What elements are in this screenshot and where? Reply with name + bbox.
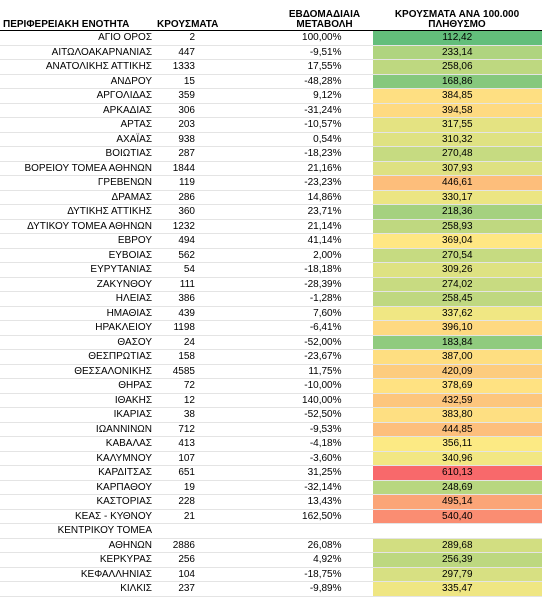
table-row (0, 89, 542, 104)
cases-cell: 19 (157, 480, 277, 495)
rate-cell: 337,62 (372, 306, 542, 321)
region-cell: ΘΕΣΠΡΩΤΙΑΣ (0, 350, 157, 365)
rate-cell: 340,96 (372, 451, 542, 466)
region-cell: ΑΝΔΡΟΥ (0, 74, 157, 89)
table-row (0, 335, 542, 350)
rate-cell: 387,00 (372, 350, 542, 365)
rate-cell: 369,04 (372, 234, 542, 249)
weekly-change-cell: -52,50% (277, 408, 372, 423)
cases-cell: 24 (157, 335, 277, 350)
cases-cell: 287 (157, 147, 277, 162)
weekly-change-cell: 21,16% (277, 161, 372, 176)
cases-cell: 439 (157, 306, 277, 321)
region-cell: ΑΡΚΑΔΙΑΣ (0, 103, 157, 118)
table-row (0, 292, 542, 307)
rate-cell: 233,14 (372, 45, 542, 60)
table-row (0, 538, 542, 553)
table-row (0, 350, 542, 365)
table-row (0, 205, 542, 220)
table-row (0, 422, 542, 437)
table-row (0, 190, 542, 205)
table-row (0, 60, 542, 75)
rate-cell: 420,09 (372, 364, 542, 379)
region-cell: ΚΕΡΚΥΡΑΣ (0, 553, 157, 568)
rate-cell: 297,79 (372, 567, 542, 582)
weekly-change-cell: -32,14% (277, 480, 372, 495)
table-row (0, 118, 542, 133)
weekly-change-cell: -28,39% (277, 277, 372, 292)
region-cell: ΙΩΑΝΝΙΝΩΝ (0, 422, 157, 437)
weekly-change-cell: 2,00% (277, 248, 372, 263)
region-cell: ΗΜΑΘΙΑΣ (0, 306, 157, 321)
region-cell: ΙΘΑΚΗΣ (0, 393, 157, 408)
region-cell: ΕΥΒΟΙΑΣ (0, 248, 157, 263)
rate-cell: 270,54 (372, 248, 542, 263)
table-row (0, 379, 542, 394)
weekly-change-cell: -52,00% (277, 335, 372, 350)
table-row (0, 147, 542, 162)
rate-cell: 168,86 (372, 74, 542, 89)
rate-cell: 258,45 (372, 292, 542, 307)
region-cell: ΖΑΚΥΝΘΟΥ (0, 277, 157, 292)
region-cell: ΔΥΤΙΚΟΥ ΤΟΜΕΑ ΑΘΗΝΩΝ (0, 219, 157, 234)
region-cell: ΚΑΡΠΑΘΟΥ (0, 480, 157, 495)
rate-cell: 384,85 (372, 89, 542, 104)
region-cell: ΑΙΤΩΛΟΑΚΑΡΝΑΝΙΑΣ (0, 45, 157, 60)
weekly-change-cell: 23,71% (277, 205, 372, 220)
weekly-change-cell: 100,00% (277, 31, 372, 46)
cases-cell: 4585 (157, 364, 277, 379)
region-cell: ΑΓΙΟ ΟΡΟΣ (0, 31, 157, 46)
table-row (0, 480, 542, 495)
cases-cell: 1232 (157, 219, 277, 234)
cases-cell (157, 524, 277, 539)
table-row (0, 306, 542, 321)
cases-cell: 494 (157, 234, 277, 249)
cases-cell: 54 (157, 263, 277, 278)
table-row (0, 408, 542, 423)
rate-cell: 256,39 (372, 553, 542, 568)
region-cell: ΘΕΣΣΑΛΟΝΙΚΗΣ (0, 364, 157, 379)
rate-cell (372, 524, 542, 539)
weekly-change-cell: 31,25% (277, 466, 372, 481)
cases-cell: 104 (157, 567, 277, 582)
weekly-change-cell: -9,51% (277, 45, 372, 60)
cases-cell: 119 (157, 176, 277, 191)
cases-cell: 228 (157, 495, 277, 510)
cases-cell: 111 (157, 277, 277, 292)
rate-cell: 335,47 (372, 582, 542, 597)
weekly-change-cell: 21,14% (277, 219, 372, 234)
weekly-change-cell: 0,54% (277, 132, 372, 147)
weekly-change-cell: -18,18% (277, 263, 372, 278)
weekly-change-cell: -48,28% (277, 74, 372, 89)
region-cell: ΚΕΑΣ - ΚΥΘΝΟΥ (0, 509, 157, 524)
weekly-change-cell: -9,53% (277, 422, 372, 437)
rate-cell: 446,61 (372, 176, 542, 191)
table-row (0, 364, 542, 379)
rate-cell: 378,69 (372, 379, 542, 394)
table-header (0, 0, 542, 31)
header-region: ΠΕΡΙΦΕΡΕΙΑΚΗ ΕΝΟΤΗΤΑ (0, 0, 157, 31)
table-row (0, 45, 542, 60)
table-row (0, 132, 542, 147)
table-row (0, 74, 542, 89)
weekly-change-cell: -9,89% (277, 582, 372, 597)
table-row (0, 31, 542, 46)
rate-cell: 444,85 (372, 422, 542, 437)
rate-cell: 310,32 (372, 132, 542, 147)
table-row (0, 393, 542, 408)
cases-cell: 107 (157, 451, 277, 466)
table-row (0, 161, 542, 176)
rate-cell: 540,40 (372, 509, 542, 524)
table-row (0, 103, 542, 118)
cases-cell: 38 (157, 408, 277, 423)
cases-cell: 12 (157, 393, 277, 408)
rate-cell: 309,26 (372, 263, 542, 278)
rate-cell: 112,42 (372, 31, 542, 46)
region-cell: ΔΡΑΜΑΣ (0, 190, 157, 205)
cases-cell: 651 (157, 466, 277, 481)
region-cell: ΕΒΡΟΥ (0, 234, 157, 249)
table-row (0, 219, 542, 234)
cases-cell: 15 (157, 74, 277, 89)
weekly-change-cell: -18,75% (277, 567, 372, 582)
table-row (0, 451, 542, 466)
weekly-change-cell (277, 524, 372, 539)
region-cell: ΙΚΑΡΙΑΣ (0, 408, 157, 423)
rate-cell: 330,17 (372, 190, 542, 205)
table-row (0, 234, 542, 249)
cases-cell: 360 (157, 205, 277, 220)
region-cell: ΑΝΑΤΟΛΙΚΗΣ ΑΤΤΙΚΗΣ (0, 60, 157, 75)
region-cell: ΗΡΑΚΛΕΙΟΥ (0, 321, 157, 336)
region-cell: ΚΕΝΤΡΙΚΟΥ ΤΟΜΕΑ (0, 524, 157, 539)
weekly-change-cell: 41,14% (277, 234, 372, 249)
region-cell: ΚΙΛΚΙΣ (0, 582, 157, 597)
rate-cell: 495,14 (372, 495, 542, 510)
region-cell: ΑΡΤΑΣ (0, 118, 157, 133)
region-cell: ΚΑΛΥΜΝΟΥ (0, 451, 157, 466)
rate-cell: 258,93 (372, 219, 542, 234)
weekly-change-cell: 11,75% (277, 364, 372, 379)
rate-cell: 248,69 (372, 480, 542, 495)
region-cell: ΓΡΕΒΕΝΩΝ (0, 176, 157, 191)
cases-cell: 447 (157, 45, 277, 60)
region-cell: ΚΕΦΑΛΛΗΝΙΑΣ (0, 567, 157, 582)
weekly-change-cell: 17,55% (277, 60, 372, 75)
table-row (0, 248, 542, 263)
weekly-change-cell: 14,86% (277, 190, 372, 205)
weekly-change-cell: -23,67% (277, 350, 372, 365)
weekly-change-cell: -10,57% (277, 118, 372, 133)
weekly-change-cell: -4,18% (277, 437, 372, 452)
cases-cell: 562 (157, 248, 277, 263)
region-cell: ΕΥΡΥΤΑΝΙΑΣ (0, 263, 157, 278)
weekly-change-cell: -10,00% (277, 379, 372, 394)
cases-cell: 2886 (157, 538, 277, 553)
rate-cell: 270,48 (372, 147, 542, 162)
rate-cell: 317,55 (372, 118, 542, 133)
cases-cell: 237 (157, 582, 277, 597)
weekly-change-cell: 26,08% (277, 538, 372, 553)
cases-cell: 21 (157, 509, 277, 524)
table-row (0, 509, 542, 524)
rate-cell: 396,10 (372, 321, 542, 336)
table-row (0, 553, 542, 568)
region-cell: ΚΑΣΤΟΡΙΑΣ (0, 495, 157, 510)
cases-cell: 1333 (157, 60, 277, 75)
region-cell: ΘΗΡΑΣ (0, 379, 157, 394)
table-row (0, 495, 542, 510)
table-row (0, 176, 542, 191)
cases-cell: 938 (157, 132, 277, 147)
region-cell: ΚΑΒΑΛΑΣ (0, 437, 157, 452)
header-row (0, 0, 542, 31)
table-row (0, 524, 542, 539)
table-row (0, 437, 542, 452)
cases-cell: 1844 (157, 161, 277, 176)
rate-cell: 610,13 (372, 466, 542, 481)
rate-cell: 258,06 (372, 60, 542, 75)
table-row (0, 277, 542, 292)
region-cell: ΚΑΡΔΙΤΣΑΣ (0, 466, 157, 481)
weekly-change-cell: 9,12% (277, 89, 372, 104)
region-cell: ΘΑΣΟΥ (0, 335, 157, 350)
region-cell: ΗΛΕΙΑΣ (0, 292, 157, 307)
cases-cell: 256 (157, 553, 277, 568)
weekly-change-cell: 4,92% (277, 553, 372, 568)
weekly-change-cell: 13,43% (277, 495, 372, 510)
cases-cell: 413 (157, 437, 277, 452)
weekly-change-cell: 162,50% (277, 509, 372, 524)
cases-cell: 72 (157, 379, 277, 394)
region-cell: ΒΟΡΕΙΟΥ ΤΟΜΕΑ ΑΘΗΝΩΝ (0, 161, 157, 176)
weekly-change-cell: -18,23% (277, 147, 372, 162)
weekly-change-cell: -3,60% (277, 451, 372, 466)
region-cell: ΔΥΤΙΚΗΣ ΑΤΤΙΚΗΣ (0, 205, 157, 220)
weekly-change-cell: -1,28% (277, 292, 372, 307)
region-cell: ΑΘΗΝΩΝ (0, 538, 157, 553)
cases-cell: 286 (157, 190, 277, 205)
rate-cell: 432,59 (372, 393, 542, 408)
cases-cell: 386 (157, 292, 277, 307)
cases-cell: 359 (157, 89, 277, 104)
region-cell: ΑΧΑΪΑΣ (0, 132, 157, 147)
table-row (0, 321, 542, 336)
rate-cell: 356,11 (372, 437, 542, 452)
table-row (0, 567, 542, 582)
weekly-change-cell: -6,41% (277, 321, 372, 336)
table-body (0, 31, 542, 597)
rate-cell: 289,68 (372, 538, 542, 553)
weekly-change-cell: -31,24% (277, 103, 372, 118)
cases-cell: 158 (157, 350, 277, 365)
weekly-change-cell: 7,60% (277, 306, 372, 321)
header-cases: ΚΡΟΥΣΜΑΤΑ (157, 0, 277, 31)
cases-cell: 1198 (157, 321, 277, 336)
rate-cell: 394,58 (372, 103, 542, 118)
table-row (0, 582, 542, 597)
rate-cell: 307,93 (372, 161, 542, 176)
region-cell: ΒΟΙΩΤΙΑΣ (0, 147, 157, 162)
rate-cell: 218,36 (372, 205, 542, 220)
rate-cell: 383,80 (372, 408, 542, 423)
table-row (0, 466, 542, 481)
cases-cell: 203 (157, 118, 277, 133)
cases-cell: 712 (157, 422, 277, 437)
table-row (0, 263, 542, 278)
header-rate: ΚΡΟΥΣΜΑΤΑ ΑΝΑ 100.000 ΠΛΗΘΥΣΜΟ (372, 0, 542, 31)
region-cell: ΑΡΓΟΛΙΔΑΣ (0, 89, 157, 104)
weekly-change-cell: -23,23% (277, 176, 372, 191)
header-weekly-change: ΕΒΔΟΜΑΔΙΑΙΑ ΜΕΤΑΒΟΛΗ (277, 0, 372, 31)
cases-cell: 306 (157, 103, 277, 118)
cases-cell: 2 (157, 31, 277, 46)
rate-cell: 274,02 (372, 277, 542, 292)
rate-cell: 183,84 (372, 335, 542, 350)
weekly-change-cell: 140,00% (277, 393, 372, 408)
